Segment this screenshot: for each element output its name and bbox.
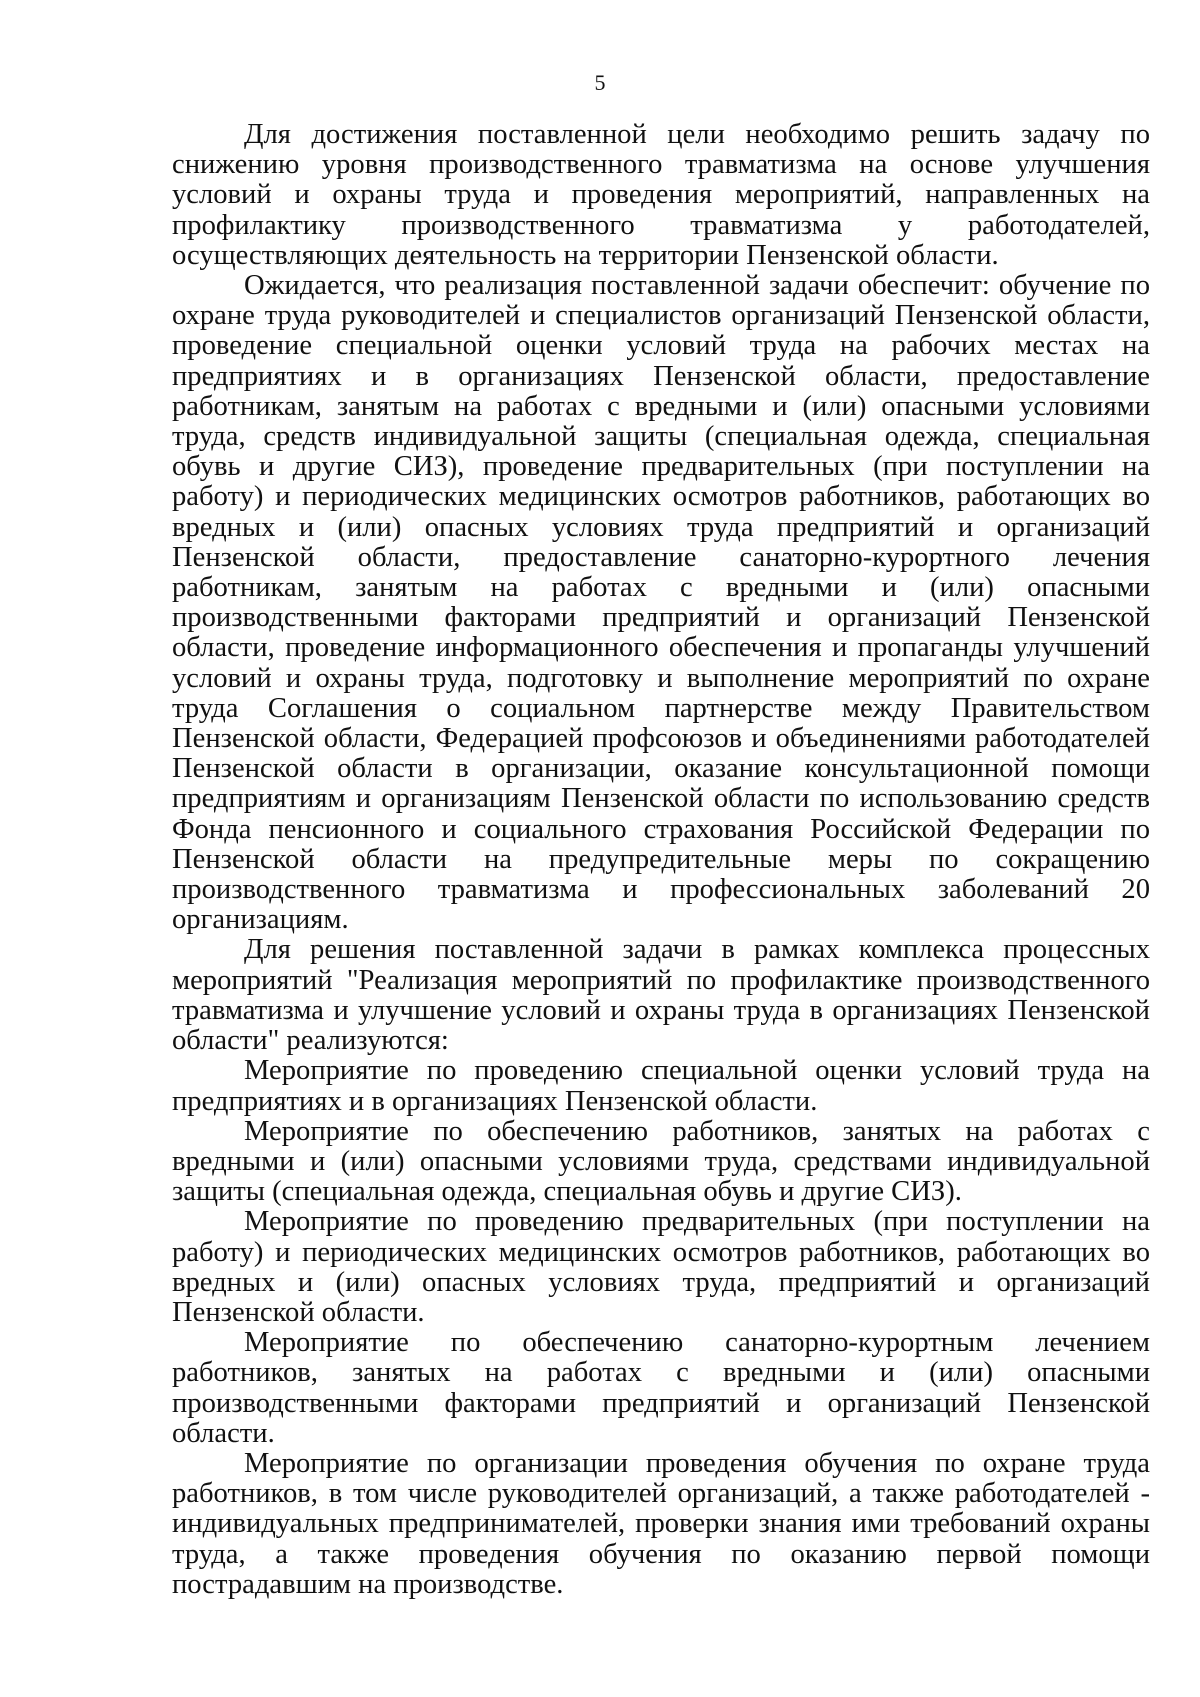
paragraph-goal: Для достижения поставленной цели необходимо решить задачу по снижению уровня производственного травматизма на основе улучшения условий и охраны труда и проведения мероприятий, направленных на профилактику производственного травматизма у работодателей, осуществляющих деятельность на территории Пензенской области. xyxy=(172,119,1150,271)
paragraph-measure-training: Мероприятие по организации проведения обучения по охране труда работников, в том числе руководителей организаций, а также работодателей - индивидуальных предпринимателей, проверки знания ими требований охраны труда, а также проведения обучения по оказанию первой помощи пострадавшим на производстве. xyxy=(172,1447,1150,1600)
page-number: 5 xyxy=(594,70,606,95)
paragraph-measure-assessment: Мероприятие по проведению специальной оценки условий труда на предприятиях и в организациях Пензенской области. xyxy=(172,1055,1150,1117)
paragraph-expected-results: Ожидается, что реализация поставленной задачи обеспечит: обучение по охране труда руководителей и специалистов организаций Пензенской области, проведение специальной оценки условий труда на рабочих местах на предприятиях и в организациях Пензенской области, предоставление работникам, занятым на работах с вредными и (или) опасными условиями труда, средств индивидуальной защиты (специальная одежда, специальная обувь и другие СИЗ), проведение предварительных (при поступлении на работу) и периодических медицинских осмотров работников, работающих во вредных и (или) опасных условиях труда предприятий и организаций Пензенской области, предоставление санаторно-курортного лечения работникам, занятым на работах с вредными и (или) опасными производственными факторами предприятий и организаций Пензенской области, проведение информационного обеспечения и пропаганды улучшений условий и охраны труда, подготовку и выполнение мероприятий по охране труда Соглашения о социальном партнерстве между Правительством Пензенской области, Федерацией профсоюзов и объединениями работодателей Пензенской области в организации, оказание консультационной помощи предприятиям и организациям Пензенской области по использованию средств Фонда пенсионного и социального страхования Российской Федерации по Пензенской области на предупредительные меры по сокращению производственного травматизма и профессиональных заболеваний 20 организациям. xyxy=(172,270,1150,936)
paragraph-complex-measures: Для решения поставленной задачи в рамках комплекса процессных мероприятий "Реализация мероприятий по профилактике производственного травматизма и улучшение условий и охраны труда в организациях Пензенской области" реализуются: xyxy=(172,934,1150,1057)
document-body xyxy=(172,120,1150,1600)
paragraph-measure-ppe: Мероприятие по обеспечению работников, занятых на работах с вредными и (или) опасными условиями труда, средствами индивидуальной защиты (специальная одежда, специальная обувь и другие СИЗ). xyxy=(172,1115,1150,1208)
paragraph-measure-sanatorium: Мероприятие по обеспечению санаторно-курортным лечением работников, занятых на работах с вредными и (или) опасными производственными факторами предприятий и организаций Пензенской области. xyxy=(172,1327,1150,1449)
paragraph-measure-medical: Мероприятие по проведению предварительных (при поступлении на работу) и периодических медицинских осмотров работников, работающих во вредных и (или) опасных условиях труда, предприятий и организаций Пензенской области. xyxy=(172,1206,1150,1328)
